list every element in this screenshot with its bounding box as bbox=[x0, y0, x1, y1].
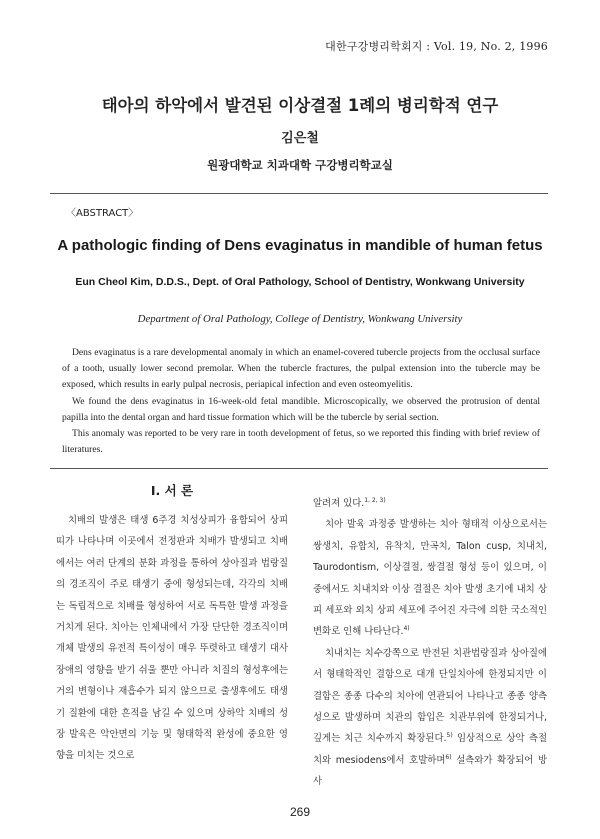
citation-ref: 1, 2, 3) bbox=[364, 496, 386, 504]
body-text: 치아 발육 과정중 발생하는 치아 형태적 이상으로서는 쌍생치, 유합치, 유착치, 만곡치, Talon cusp, 치내치, Taurodontism, 이상결절, 쌍결절 형성 등이 있으며, 이중에서도 치내치와 이상 결절은 치아 발생 초기에 내치 상피 세포와 외치 상피 세포에 주어진 자극에 의한 국소적인 변화로 인해 나타난다. bbox=[313, 519, 547, 638]
abstract-body bbox=[62, 345, 540, 458]
body-paragraph bbox=[313, 514, 547, 642]
body-text: 치내치는 치수강쪽으로 반전된 치관법랑질과 상아질에서 형태학적인 결함으로 대개 단일치아에 한정되지만 이 결함은 종종 다수의 치아에 연관되어 나타나고 종종 양측성으로 발생하며 치관의 함입은 치관부위에 한정되거나, 깊게는 치근 치수까지 확장된다. bbox=[313, 647, 547, 745]
body-column-left bbox=[56, 510, 288, 767]
abstract-paragraph: We found the dens evaginatus in 16-week-old fetal mandible. Microscopically, we observed the protrusion of dental papilla into the dental organ and hard tissue formation which will be the tubercle by serial section. bbox=[62, 395, 540, 423]
body-text: 알려져 있다. bbox=[313, 498, 365, 509]
citation-ref: 5) bbox=[446, 732, 453, 740]
abstract-label: 〈ABSTRACT〉 bbox=[66, 208, 139, 219]
citation-ref: 6) bbox=[445, 753, 452, 761]
journal-running-header: 대한구강병리학회지 : Vol. 19, No. 2, 1996 bbox=[325, 40, 548, 53]
department-english: Department of Oral Pathology, College of Dentistry, Wonkwang University bbox=[137, 313, 463, 325]
section-heading-introduction: I. 서 론 bbox=[150, 483, 194, 498]
body-text: 임상적으로 상악 측절치와 mesiodens에서 호발하며 bbox=[313, 733, 547, 766]
abstract-paragraph: This anomaly was reported to be very rare in tooth development of fetus, so we reported this finding with brief review of literatures. bbox=[62, 428, 540, 456]
paper-title-korean: 태아의 하악에서 발견된 이상결절 1례의 병리학적 연구 bbox=[101, 96, 499, 115]
author-english: Eun Cheol Kim, D.D.S., Dept. of Oral Pathology, School of Dentistry, Wonkwang University bbox=[75, 276, 525, 288]
page-number: 269 bbox=[289, 805, 311, 819]
abstract-paragraph: Dens evaginatus is a rare developmental anomaly in which an enamel-covered tubercle projects from the occlusal surface of a tooth, usually lower second premolar. When the tubercle fractures, the pulpal extension into the tubercle may be exposed, which results in early pulpal necrosis, periapical infection and even osteomyelitis. bbox=[62, 347, 540, 391]
body-column-right bbox=[313, 493, 547, 793]
citation-ref: 4) bbox=[403, 625, 410, 633]
abstract-top-rule bbox=[50, 193, 548, 194]
body-text: 설측와가 확장되어 방사 bbox=[313, 754, 547, 788]
body-paragraph bbox=[313, 643, 547, 793]
paper-title-english: A pathologic finding of Dens evaginatus in mandible of human fetus bbox=[57, 237, 543, 254]
abstract-bottom-rule bbox=[50, 468, 548, 469]
body-paragraph: 치배의 발생은 태생 6주경 치성상피가 융합되어 상피띠가 나타나며 이곳에서 전정판과 치배가 발생되고 치배에서는 여러 단계의 분화 과정을 통하여 상아질과 법랑질의 경조직이 주로 태생기 중에 형성되는데, 각각의 치배는 독립적으로 치배를 형성하여 서로 독특한 발생 과정을 거치게 된다. 치아는 인체내에서 가장 단단한 경조직이며 개체 발생의 유전적 특이성이 매우 뚜렷하고 태생기 대사장애의 영향을 받기 쉬울 뿐만 아니라 치질의 형성후에는 거의 변형이나 재흡수가 되지 않으므로 출생후에도 태생기 질환에 대한 흔적을 남길 수 있으며 상하악 치배의 성장 발육은 악안면의 기능 및 형태학적 완성에 중요한 영향을 미치는 것으로 bbox=[56, 515, 288, 762]
affiliation-korean: 원광대학교 치과대학 구강병리학교실 bbox=[207, 158, 393, 172]
body-paragraph bbox=[313, 493, 547, 514]
author-korean: 김은철 bbox=[281, 131, 319, 146]
